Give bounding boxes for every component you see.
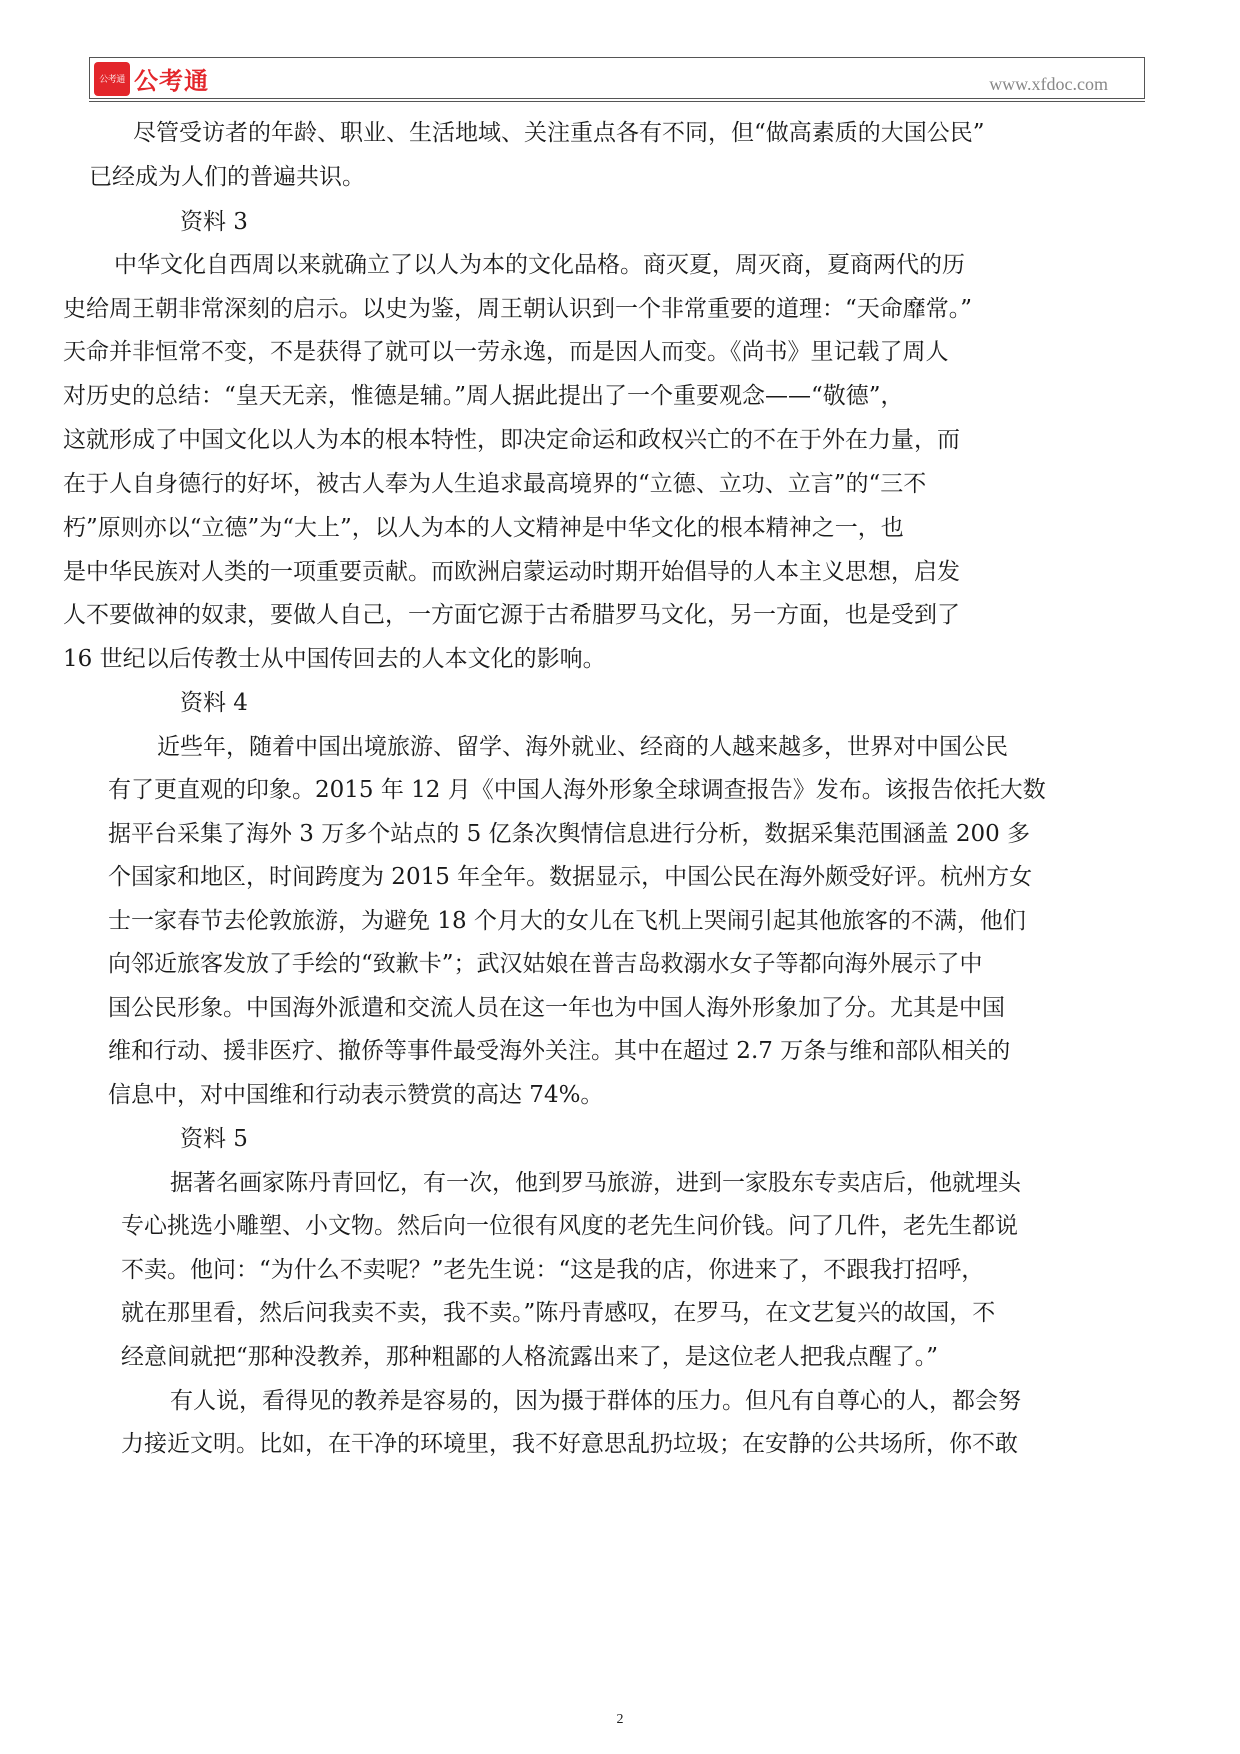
- text-line: 专心挑选小雕塑、小文物。然后向一位很有风度的老先生问价钱。问了几件，老先生都说: [121, 1213, 1018, 1239]
- text-line: 经意间就把“那种没教养，那种粗鄙的人格流露出来了，是这位老人把我点醒了。”: [121, 1344, 939, 1370]
- text-line: 朽”原则亦以“立德”为“大上”，以人为本的人文精神是中华文化的根本精神之一，也: [63, 515, 904, 541]
- page-header: [89, 57, 1145, 99]
- logo-badge-icon: 公考通: [94, 62, 130, 96]
- text-line: 士一家春节去伦敦旅游，为避免 18 个月大的女儿在飞机上哭闹引起其他旅客的不满，他们: [108, 908, 1026, 934]
- logo: [94, 61, 209, 96]
- text-line: 个国家和地区，时间跨度为 2015 年全年。数据显示，中国公民在海外颇受好评。杭州方女: [108, 864, 1033, 890]
- section-heading: 资料 4: [180, 690, 248, 716]
- text-line: 尽管受访者的年龄、职业、生活地域、关注重点各有不同，但“做高素质的大国公民”: [133, 120, 985, 146]
- text-line: 信息中，对中国维和行动表示赞赏的高达 74%。: [108, 1082, 604, 1108]
- text-line: 天命并非恒常不变，不是获得了就可以一劳永逸，而是因人而变。《尚书》里记载了周人: [63, 339, 949, 365]
- section-heading: 资料 3: [180, 209, 248, 235]
- text-line: 是中华民族对人类的一项重要贡献。而欧洲启蒙运动时期开始倡导的人本主义思想，启发: [63, 559, 960, 585]
- text-line: 对历史的总结：“皇天无亲，惟德是辅。”周人据此提出了一个重要观念——“敬德”，: [63, 383, 904, 409]
- text-line: 不卖。他问：“为什么不卖呢？”老先生说：“这是我的店，你进来了，不跟我打招呼，: [121, 1257, 985, 1283]
- text-line: 据平台采集了海外 3 万多个站点的 5 亿条次舆情信息进行分析，数据采集范围涵盖 200 多: [108, 821, 1031, 847]
- text-line: 中华文化自西周以来就确立了以人为本的文化品格。商灭夏，周灭商，夏商两代的历: [114, 252, 965, 278]
- text-line: 已经成为人们的普遍共识。: [89, 164, 365, 190]
- text-line: 有人说，看得见的教养是容易的，因为摄于群体的压力。但凡有自尊心的人，都会努: [170, 1388, 1021, 1414]
- text-line: 有了更直观的印象。2015 年 12 月《中国人海外形象全球调查报告》发布。该报告依托大数: [108, 777, 1046, 803]
- text-line: 史给周王朝非常深刻的启示。以史为鉴，周王朝认识到一个非常重要的道理：“天命靡常。”: [63, 296, 973, 322]
- site-url: www.xfdoc.com: [989, 74, 1108, 94]
- text-line: 人不要做神的奴隶，要做人自己，一方面它源于古希腊罗马文化，另一方面，也是受到了: [63, 602, 960, 628]
- logo-text: 公考通: [134, 67, 209, 95]
- text-line: 国公民形象。中国海外派遣和交流人员在这一年也为中国人海外形象加了分。尤其是中国: [108, 995, 1005, 1021]
- text-line: 据著名画家陈丹青回忆，有一次，他到罗马旅游，进到一家股东专卖店后，他就埋头: [170, 1170, 1021, 1196]
- text-line: 维和行动、援非医疗、撤侨等事件最受海外关注。其中在超过 2.7 万条与维和部队相关的: [108, 1038, 1011, 1064]
- section-heading: 资料 5: [180, 1126, 248, 1152]
- text-line: 这就形成了中国文化以人为本的根本特性，即决定命运和政权兴亡的不在于外在力量，而: [63, 427, 960, 453]
- page-number: 2: [616, 1712, 624, 1727]
- text-line: 力接近文明。比如，在干净的环境里，我不好意思乱扔垃圾；在安静的公共场所，你不敢: [121, 1431, 1018, 1457]
- header-divider: [89, 101, 1145, 102]
- text-line: 16 世纪以后传教士从中国传回去的人本文化的影响。: [63, 646, 606, 672]
- text-line: 在于人自身德行的好坏，被古人奉为人生追求最高境界的“立德、立功、立言”的“三不: [63, 471, 927, 497]
- text-line: 就在那里看，然后问我卖不卖，我不卖。”陈丹青感叹，在罗马，在文艺复兴的故国，不: [121, 1300, 996, 1326]
- text-line: 向邻近旅客发放了手绘的“致歉卡”；武汉姑娘在普吉岛救溺水女子等都向海外展示了中: [108, 951, 983, 977]
- text-line: 近些年，随着中国出境旅游、留学、海外就业、经商的人越来越多，世界对中国公民: [157, 734, 1008, 760]
